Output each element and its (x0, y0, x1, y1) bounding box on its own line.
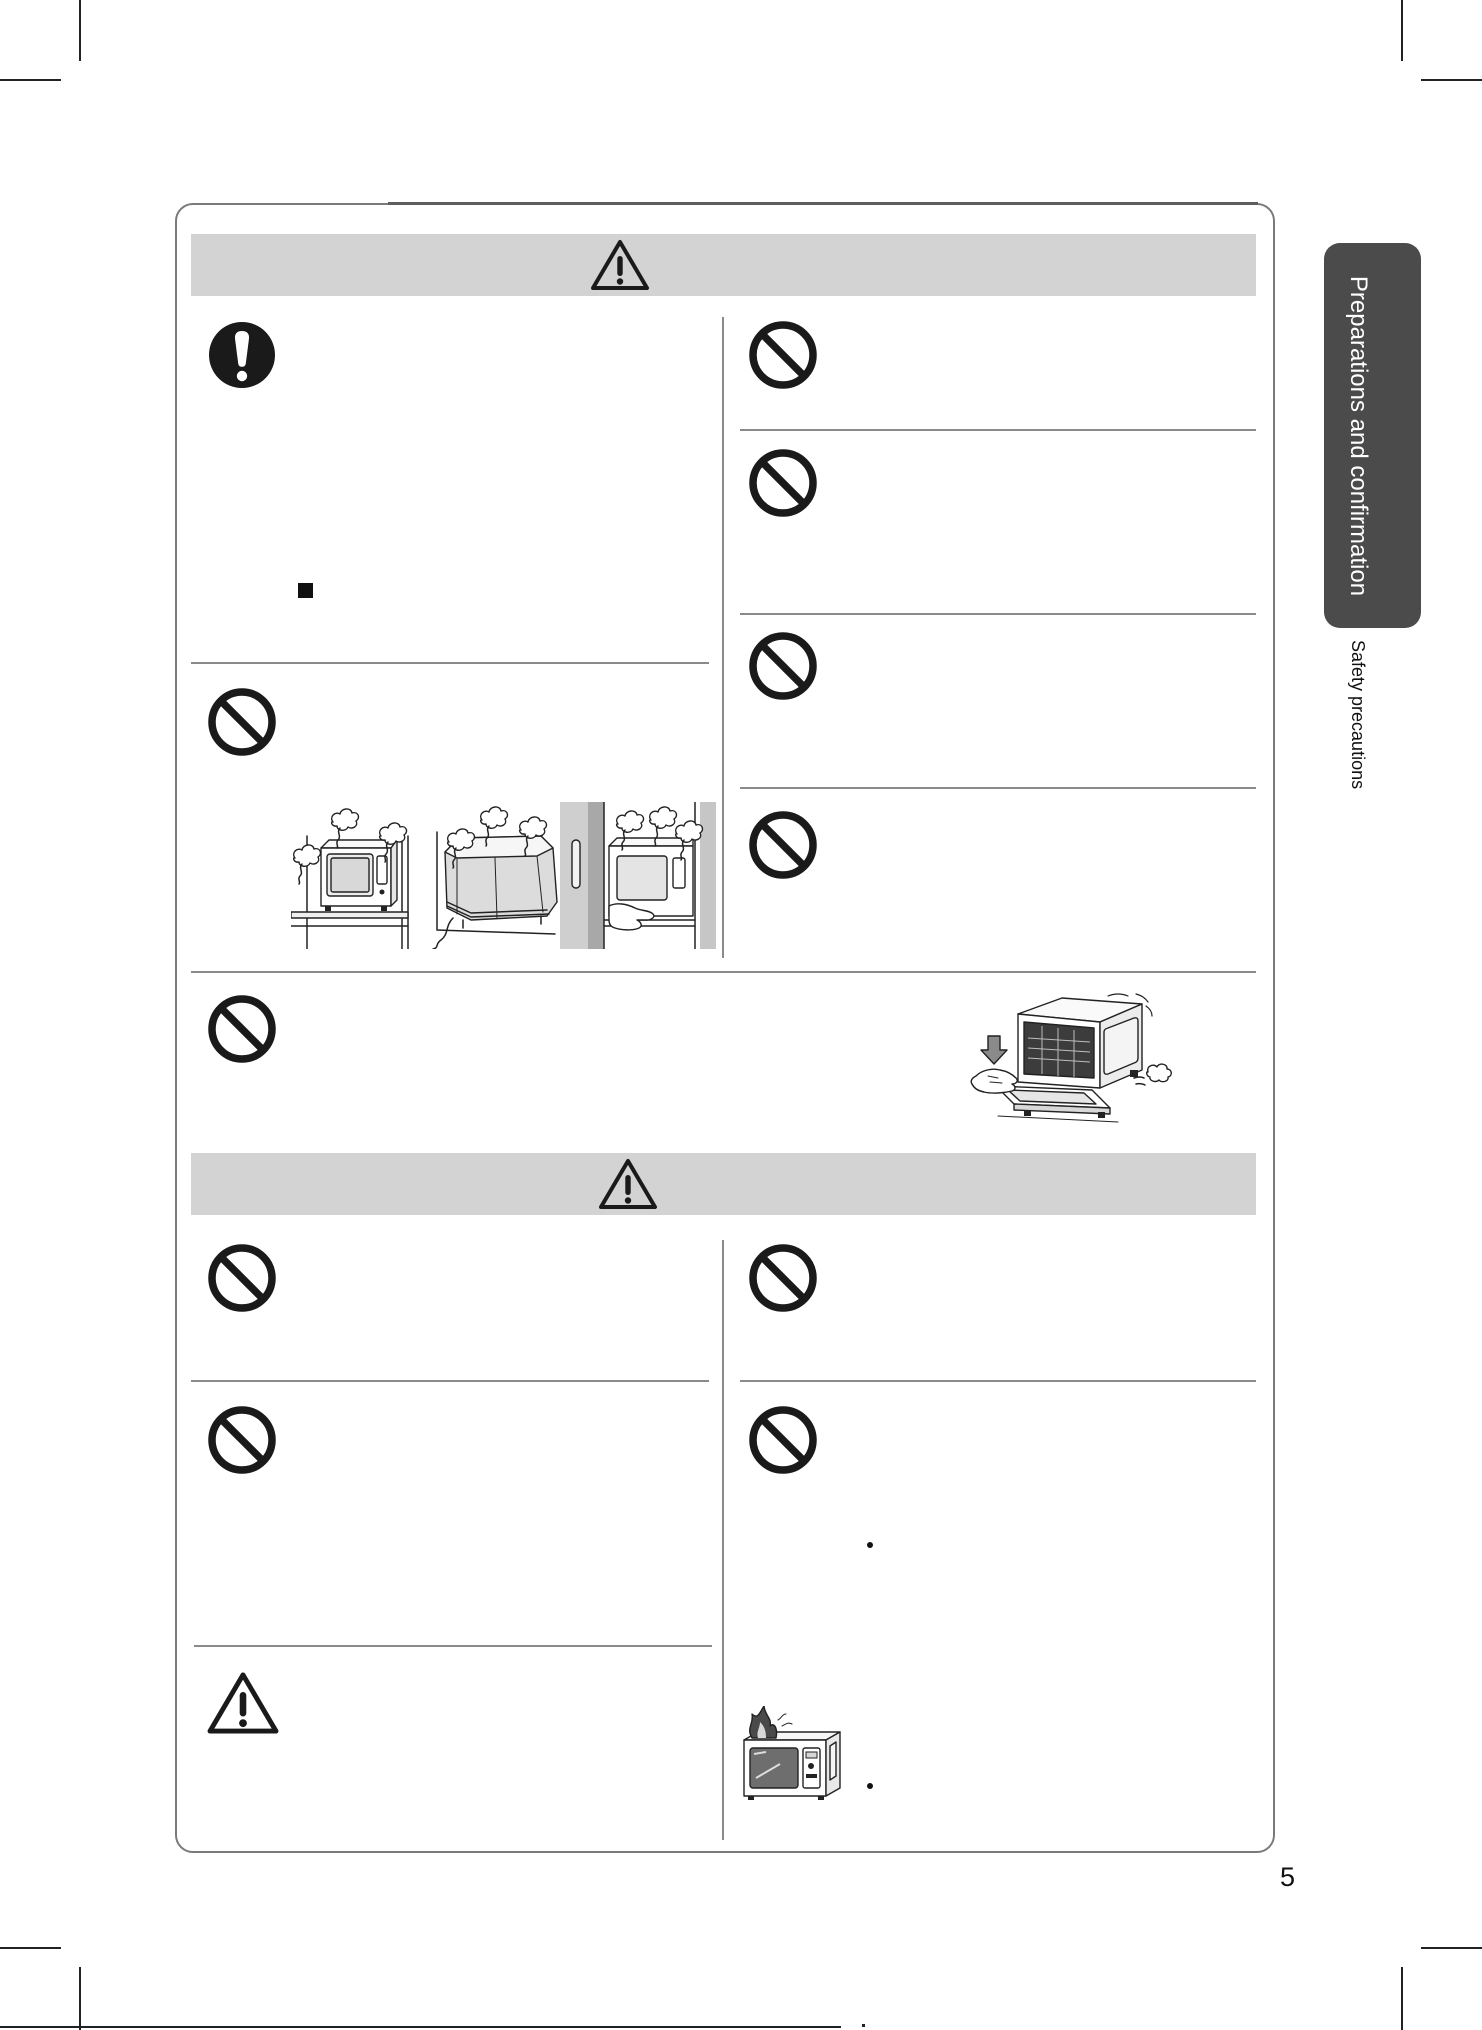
prohibition-icon (748, 448, 818, 518)
warning-full-divider (191, 971, 1256, 973)
prohibition-icon (207, 1405, 277, 1475)
caution-left-divider-1 (191, 1380, 709, 1382)
bottom-trim-mark (862, 2024, 865, 2027)
warning-right-divider-2 (740, 613, 1256, 615)
chapter-tab[interactable] (1324, 243, 1421, 628)
caution-right-divider-1 (740, 1380, 1256, 1382)
crop-mark-bottom-left-horizontal (0, 1947, 61, 1949)
page-number: 5 (1280, 1862, 1296, 1892)
prohibition-icon (748, 1243, 818, 1313)
caution-left-divider-2 (194, 1645, 712, 1647)
crop-mark-bottom-right-vertical (1401, 1967, 1403, 2030)
black-square-marker (298, 583, 313, 598)
prohibition-icon (207, 687, 277, 757)
warning-triangle-icon (597, 1157, 659, 1211)
blocked-ventilation-illustration (291, 802, 716, 949)
warning-header-bar (191, 234, 1256, 296)
crop-mark-top-left-vertical (79, 0, 81, 61)
prohibition-icon (748, 320, 818, 390)
cloth-covered-oven (433, 807, 557, 949)
warning-column-divider (722, 317, 724, 958)
crop-mark-top-left-horizontal (0, 79, 61, 81)
prohibition-icon (207, 1243, 277, 1313)
bullet-point (867, 1542, 873, 1548)
blocked-ventilation-svg (291, 802, 716, 949)
warning-triangle-icon (205, 1670, 281, 1736)
frame-top-accent (388, 202, 1258, 205)
door-pressing-tilt-illustration (958, 990, 1178, 1130)
warning-left-divider (191, 662, 709, 664)
cabinet-oven-with-door (560, 802, 716, 949)
chapter-tab-title: Preparations and confirmation (1345, 275, 1372, 596)
warning-triangle-icon (589, 238, 651, 292)
crop-mark-top-right-horizontal (1421, 79, 1482, 81)
bullet-point (867, 1783, 873, 1789)
mandatory-icon (207, 320, 277, 390)
prohibition-icon (748, 631, 818, 701)
prohibition-icon (207, 994, 277, 1064)
prohibition-icon (748, 810, 818, 880)
shelf-enclosed-oven (291, 809, 408, 949)
crop-mark-top-right-vertical (1401, 0, 1403, 61)
door-pressing-tilt-svg (958, 990, 1178, 1130)
crop-mark-bottom-right-horizontal (1421, 1947, 1482, 1949)
warning-right-divider-1 (740, 429, 1256, 431)
caution-column-divider (722, 1240, 724, 1840)
burning-oven-svg (738, 1706, 848, 1801)
section-subtitle: Safety precautions (1348, 640, 1368, 790)
crop-mark-bottom-left-vertical (79, 1967, 81, 2030)
burning-oven-illustration (738, 1706, 848, 1801)
bottom-trim-line (0, 2026, 841, 2028)
prohibition-icon (748, 1405, 818, 1475)
warning-right-divider-3 (740, 787, 1256, 789)
caution-header-bar (191, 1153, 1256, 1215)
